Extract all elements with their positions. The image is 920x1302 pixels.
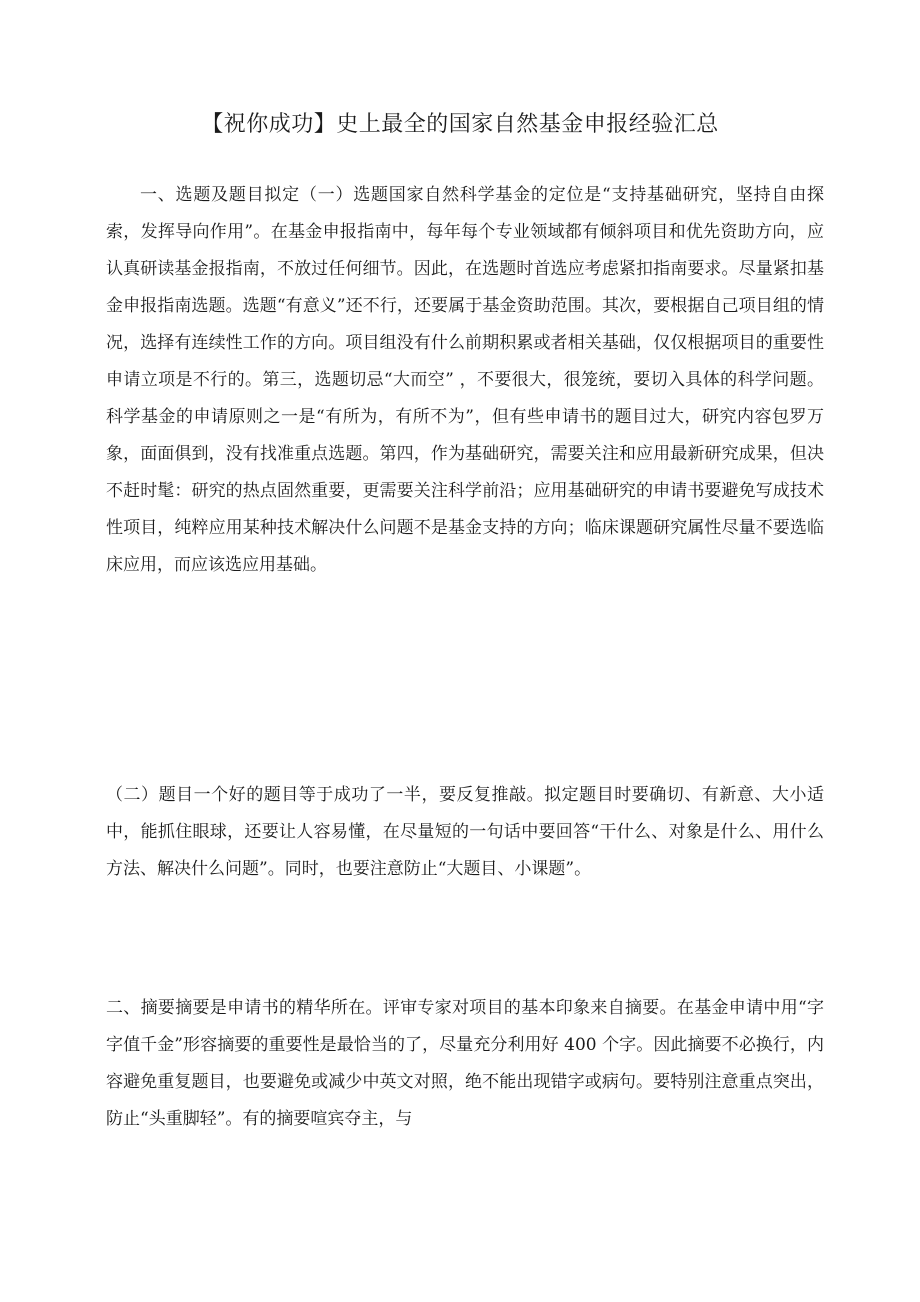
paragraph-title-drafting: （二）题目一个好的题目等于成功了一半，要反复推敲。拟定题目时要确切、有新意、大小适中，能抓住眼球，还要让人容易懂，在尽量短的一句话中要回答“干什么、对象是什么、用什么方法、解决什么问题”。同时，也要注意防止“大题目、小课题”。 [106, 785, 824, 879]
document-title: 【祝你成功】史上最全的国家自然基金申报经验汇总 [201, 112, 719, 137]
paragraph-topic-selection: 一、选题及题目拟定（一）选题国家自然科学基金的定位是“支持基础研究，坚持自由探索，发挥导向作用”。在基金申报指南中，每年每个专业领域都有倾斜项目和优先资助方向，应认真研读基金报指南，不放过任何细节。因此，在选题时首选应考虑紧扣指南要求。尽量紧扣基金申报指南选题。选题“有意义”还不行，还要属于基金资助范围。其次，要根据自己项目组的情况，选择有连续性工作的方向。项目组没有什么前期积累或者相关基础，仅仅根据项目的重要性申请立项是不行的。第三，选题切忌“大而空” ，不要很大，很笼统，要切入具体的科学问题。科学基金的申请原则之一是“有所为，有所不为”，但有些申请书的题目过大，研究内容包罗万象，面面俱到，没有找准重点选题。第四，作为基础研究，需要关注和应用最新研究成果，但决不赶时髦：研究的热点固然重要，更需要关注科学前沿；应用基础研究的申请书要避免写成技术性项目，纯粹应用某种技术解决什么问题不是基金支持的方向；临床课题研究属性尽量不要选临床应用，而应该选应用基础。 [106, 185, 824, 575]
paragraph-abstract: 二、摘要摘要是申请书的精华所在。评审专家对项目的基本印象来自摘要。在基金申请中用“字字值千金”形容摘要的重要性是最恰当的了，尽量充分利用好 400 个字。因此摘要不必换行，内容避免重复题目，也要避免或减少中英文对照，绝不能出现错字或病句。要特别注意重点突出，防止“头重脚轻”。有的摘要喧宾夺主，与 [106, 998, 824, 1129]
